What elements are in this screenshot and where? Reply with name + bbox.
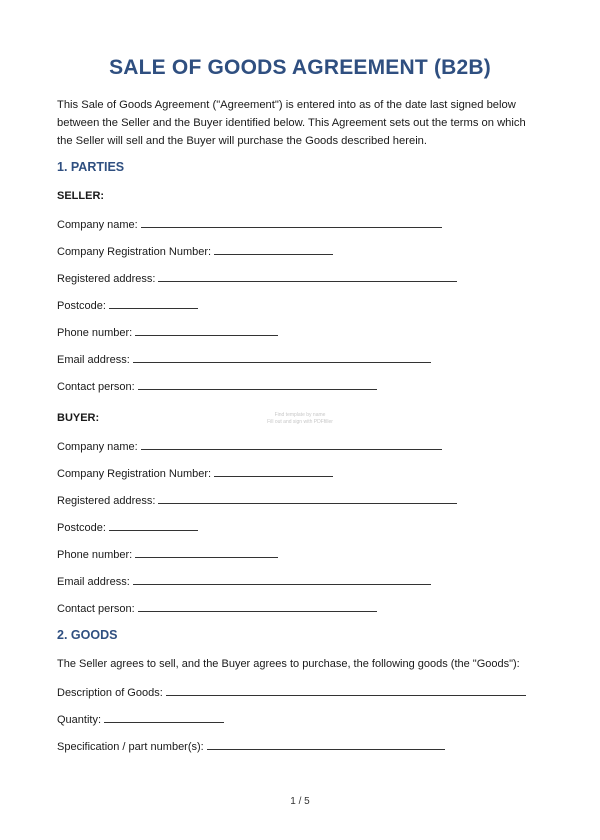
- field-label: Postcode:: [57, 522, 106, 534]
- field-label: Specification / part number(s):: [57, 741, 204, 753]
- field-label: Company Registration Number:: [57, 468, 212, 480]
- blank-line[interactable]: [166, 685, 526, 696]
- field-label: Registered address:: [57, 273, 156, 285]
- blank-line[interactable]: [135, 547, 278, 558]
- seller-email-address-field[interactable]: [57, 352, 431, 366]
- section-heading-goods: 2. GOODS: [57, 628, 118, 642]
- blank-line[interactable]: [141, 439, 442, 450]
- intro-line: between the Seller and the Buyer identified below. This Agreement sets out the terms on which: [57, 117, 526, 129]
- blank-line[interactable]: [133, 574, 431, 585]
- blank-line[interactable]: [109, 520, 198, 531]
- seller-contact-person-field[interactable]: [57, 379, 377, 393]
- field-label: Postcode:: [57, 300, 106, 312]
- seller-label: SELLER:: [57, 190, 105, 202]
- buyer-phone-number-field[interactable]: [57, 547, 278, 561]
- field-label: Contact person:: [57, 603, 135, 615]
- goods-intro: The Seller agrees to sell, and the Buyer agrees to purchase, the following goods (the "Goods"):: [57, 658, 520, 670]
- buyer-label: BUYER:: [57, 412, 100, 424]
- field-label: Company name:: [57, 441, 138, 453]
- field-label: Quantity:: [57, 714, 102, 726]
- blank-line[interactable]: [138, 601, 377, 612]
- buyer-company-name-field[interactable]: [57, 439, 442, 453]
- seller-phone-number-field[interactable]: [57, 325, 278, 339]
- seller-company-name-field[interactable]: [57, 217, 442, 231]
- field-label: Email address:: [57, 354, 130, 366]
- field-label: Phone number:: [57, 549, 133, 561]
- field-label: Email address:: [57, 576, 130, 588]
- buyer-registered-address-field[interactable]: [57, 493, 457, 507]
- seller-postcode-field[interactable]: [57, 298, 198, 312]
- seller-registered-address-field[interactable]: [57, 271, 457, 285]
- quantity-field[interactable]: [57, 712, 224, 726]
- buyer-postcode-field[interactable]: [57, 520, 198, 534]
- blank-line[interactable]: [141, 217, 442, 228]
- blank-line[interactable]: [109, 298, 198, 309]
- blank-line[interactable]: [158, 493, 457, 504]
- field-label: Company name:: [57, 219, 138, 231]
- watermark-line: Find template by name: [274, 412, 326, 418]
- intro-line: This Sale of Goods Agreement ("Agreement") is entered into as of the date last signed below: [57, 99, 516, 111]
- intro-line: the Seller will sell and the Buyer will purchase the Goods described herein.: [57, 135, 428, 147]
- field-label: Company Registration Number:: [57, 246, 212, 258]
- blank-line[interactable]: [214, 466, 333, 477]
- blank-line[interactable]: [158, 271, 457, 282]
- specification-field[interactable]: [57, 739, 445, 753]
- field-label: Contact person:: [57, 381, 135, 393]
- blank-line[interactable]: [104, 712, 224, 723]
- field-label: Registered address:: [57, 495, 156, 507]
- blank-line[interactable]: [138, 379, 377, 390]
- section-heading-parties: 1. PARTIES: [57, 160, 125, 174]
- buyer-registration-number-field[interactable]: [57, 466, 333, 480]
- document-title: SALE OF GOODS AGREEMENT (B2B): [109, 56, 491, 79]
- buyer-contact-person-field[interactable]: [57, 601, 377, 615]
- buyer-email-address-field[interactable]: [57, 574, 431, 588]
- field-label: Description of Goods:: [57, 687, 163, 699]
- blank-line[interactable]: [135, 325, 278, 336]
- field-label: Phone number:: [57, 327, 133, 339]
- blank-line[interactable]: [207, 739, 445, 750]
- seller-registration-number-field[interactable]: [57, 244, 333, 258]
- intro-paragraph: [57, 96, 547, 150]
- watermark: [230, 412, 370, 426]
- blank-line[interactable]: [214, 244, 333, 255]
- watermark-line: Fill out and sign with PDFfiller: [267, 419, 333, 425]
- description-of-goods-field[interactable]: [57, 685, 526, 699]
- page-number: 1 / 5: [290, 796, 310, 807]
- blank-line[interactable]: [133, 352, 431, 363]
